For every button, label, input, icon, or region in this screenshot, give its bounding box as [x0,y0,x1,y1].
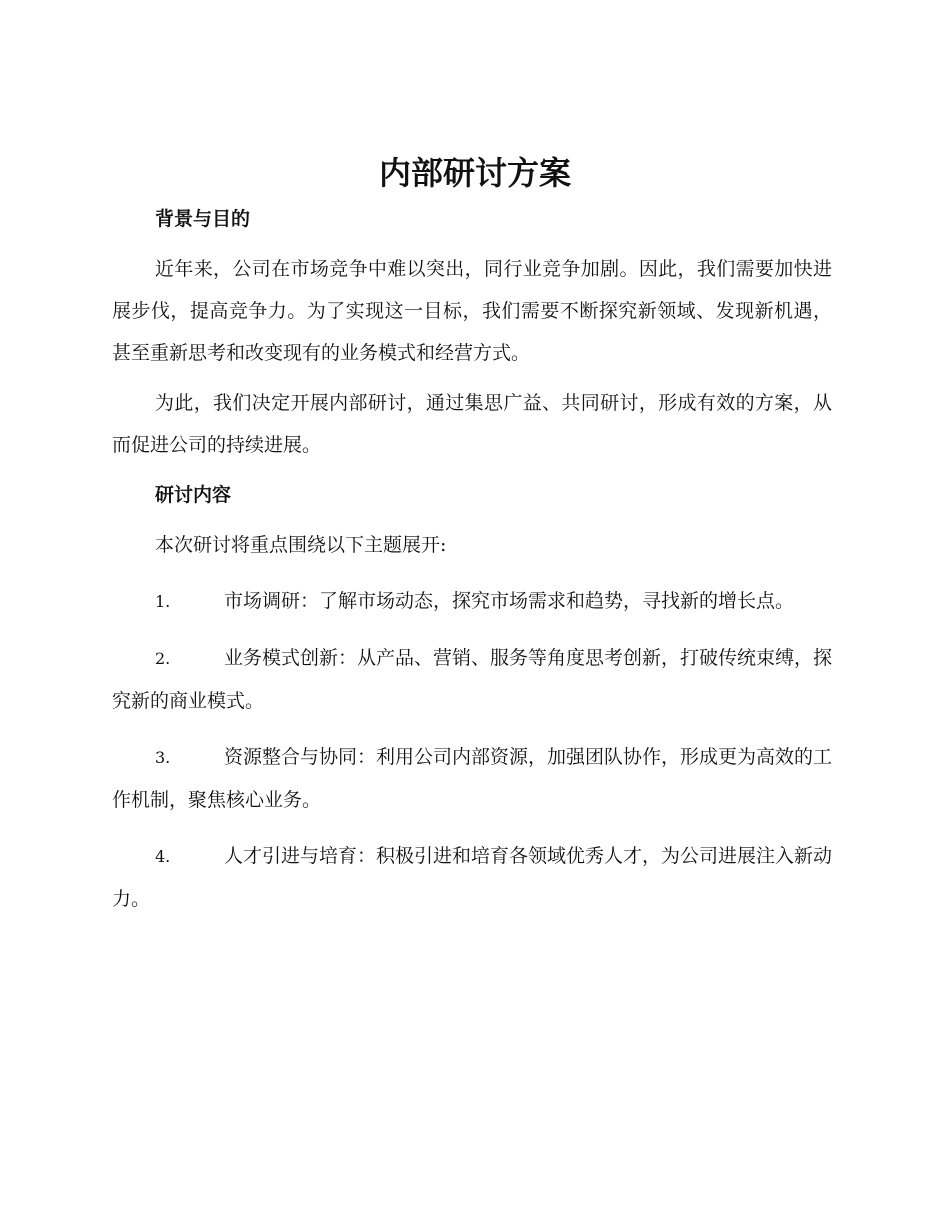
list-number: 3. [155,748,171,767]
list-text: 业务模式创新：从产品、营销、服务等角度思考创新，打破传统束缚，探究新的商业模式。 [112,647,833,712]
paragraph: 为此，我们决定开展内部研讨，通过集思广益、共同研讨，形成有效的方案，从而促进公司的持续进展。 [112,392,832,456]
list-number: 4. [155,847,171,866]
spacer [112,722,832,736]
list-item [112,637,832,722]
document-body [112,198,832,920]
list-item [112,580,832,623]
list-intro: 本次研讨将重点围绕以下主题展开: [155,534,447,556]
list-number: 2. [155,649,171,668]
spacer [112,623,832,637]
list-item [112,736,832,821]
spacer [112,240,832,248]
document-title: 内部研讨方案 [378,154,571,192]
spacer [112,516,832,524]
list-number: 1. [155,592,171,611]
spacer [112,374,832,382]
spacer [112,566,832,580]
spacer [112,466,832,474]
list-text: 人才引进与培育：积极引进和培育各领域优秀人才，为公司进展注入新动力。 [112,845,833,910]
list-item [112,835,832,920]
list-text: 资源整合与协同：利用公司内部资源，加强团队协作，形成更为高效的工作机制，聚焦核心业务。 [112,746,833,811]
section-heading-background: 背景与目的 [155,208,251,230]
section-heading-content: 研讨内容 [155,484,232,506]
paragraph: 近年来，公司在市场竞争中难以突出，同行业竞争加剧。因此，我们需要加快进展步伐，提高竞争力。为了实现这一目标，我们需要不断探究新领域、发现新机遇，甚至重新思考和改变现有的业务模式和经营方式。 [112,258,832,364]
list-text: 市场调研：了解市场动态，探究市场需求和趋势，寻找新的增长点。 [224,590,795,612]
spacer [112,821,832,835]
